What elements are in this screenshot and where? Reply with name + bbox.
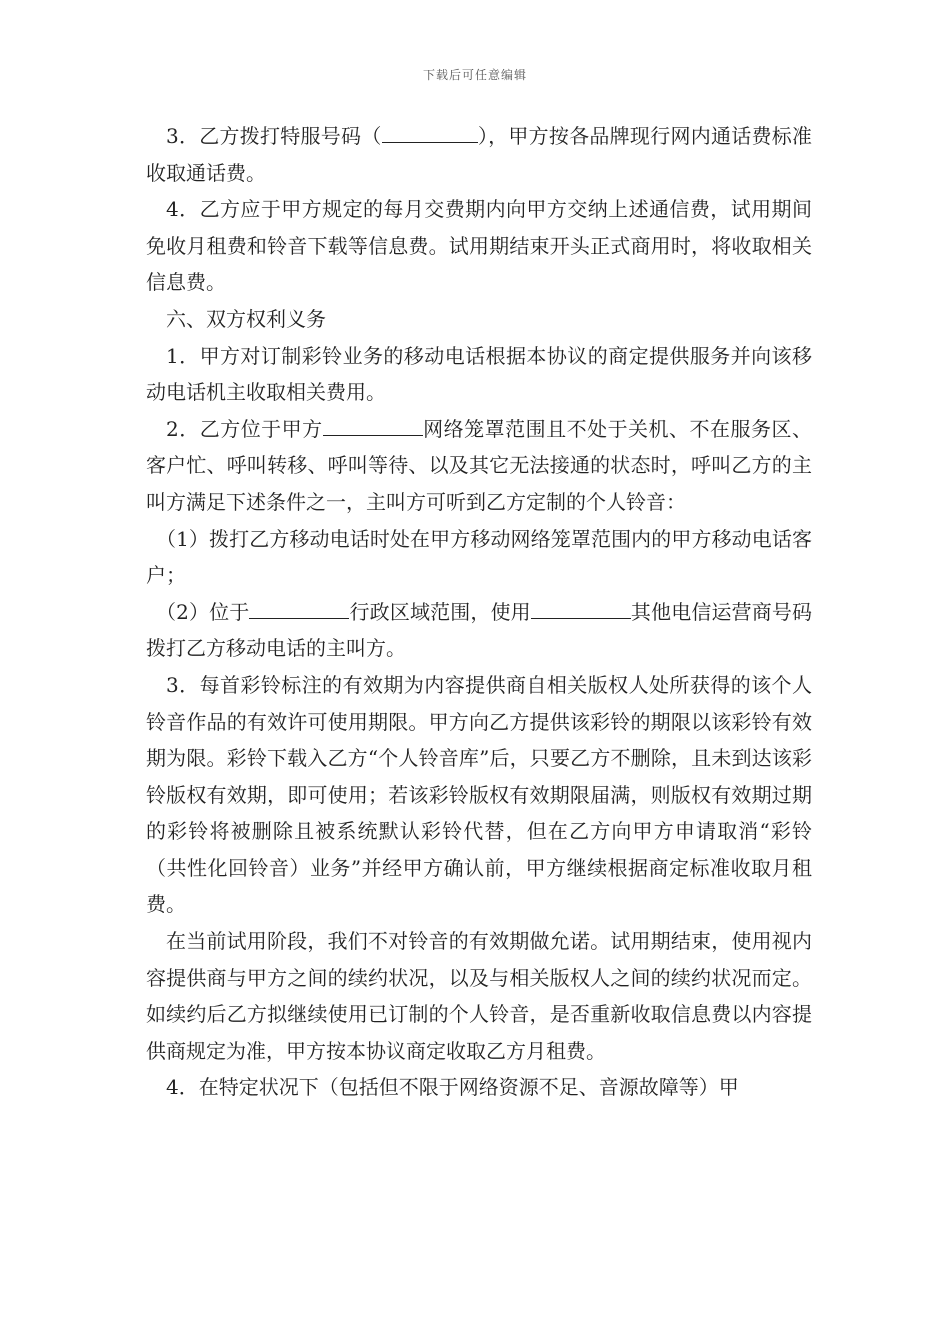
clause-3-paragraph (146, 118, 812, 191)
condition-2-text-part3: 其他电信运营商号码拨打乙方移动电话的主叫方。 (146, 599, 813, 661)
section-6-heading: 六、双方权利义务 (166, 306, 326, 331)
page-header-note: 下载后可任意编辑 (422, 68, 527, 82)
condition-2-paragraph (146, 594, 812, 667)
document-body (146, 118, 812, 1106)
rights-clause-2-paragraph (146, 411, 812, 521)
operator-blank (531, 597, 631, 619)
special-number-blank (382, 121, 478, 143)
rights-clause-3-paragraph: 3．每首彩铃标注的有效期为内容提供商自相关版权人处所获得的该个人铃音作品的有效许可使用期限。甲方向乙方提供该彩铃的期限以该彩铃有效期为限。彩铃下载入乙方“个人铃音库”后，只要乙方不删除，且未到达该彩铃版权有效期，即可使用；若该彩铃版权有效期限届满，则版权有效期过期的彩铃将被删除且被系统默认彩铃代替，但在乙方向甲方申请取消“彩铃（共性化回铃音）业务”并经甲方确认前，甲方继续根据商定标准收取月租费。 (146, 672, 812, 917)
rights-clause-2-text-before: 2．乙方位于甲方 (166, 416, 323, 441)
rights-clause-4-paragraph: 4．在特定状况下（包括但不限于网络资源不足、音源故障等）甲 (166, 1075, 739, 1100)
condition-2-text-part1: （2）位于 (156, 599, 250, 624)
clause-3-text-after: ），甲方按各品牌现行网内通话费标准收取通话费。 (146, 124, 813, 185)
rights-clause-1-paragraph: 1．甲方对订制彩铃业务的移动电话根据本协议的商定提供服务并向该移动电话机主收取相关费用。 (146, 343, 812, 405)
region-blank (249, 597, 349, 619)
trial-period-paragraph: 在当前试用阶段，我们不对铃音的有效期做允诺。试用期结束，使用视内容提供商与甲方之间的续约状况，以及与相关版权人之间的续约状况而定。如续约后乙方拟继续使用已订制的个人铃音，是否重新收取信息费以内容提供商规定为准，甲方按本协议商定收取乙方月租费。 (146, 929, 812, 1063)
condition-2-text-part2: 行政区域范围，使用 (349, 599, 531, 624)
clause-3-text-before: 3．乙方拨打特服号码（ (166, 124, 382, 148)
condition-1-paragraph: （1）拨打乙方移动电话时处在甲方移动网络笼罩范围内的甲方移动电话客户； (146, 526, 812, 588)
network-area-blank (323, 414, 423, 436)
rights-clause-2-text-after: 网络笼罩范围且不处于关机、不在服务区、客户忙、呼叫转移、呼叫等待、以及其它无法接通的状态时，呼叫乙方的主叫方满足下述条件之一，主叫方可听到乙方定制的个人铃音： (146, 416, 812, 514)
clause-4-paragraph: 4．乙方应于甲方规定的每月交费期内向甲方交纳上述通信费，试用期间免收月租费和铃音下载等信息费。试用期结束开头正式商用时，将收取相关信息费。 (146, 197, 812, 295)
